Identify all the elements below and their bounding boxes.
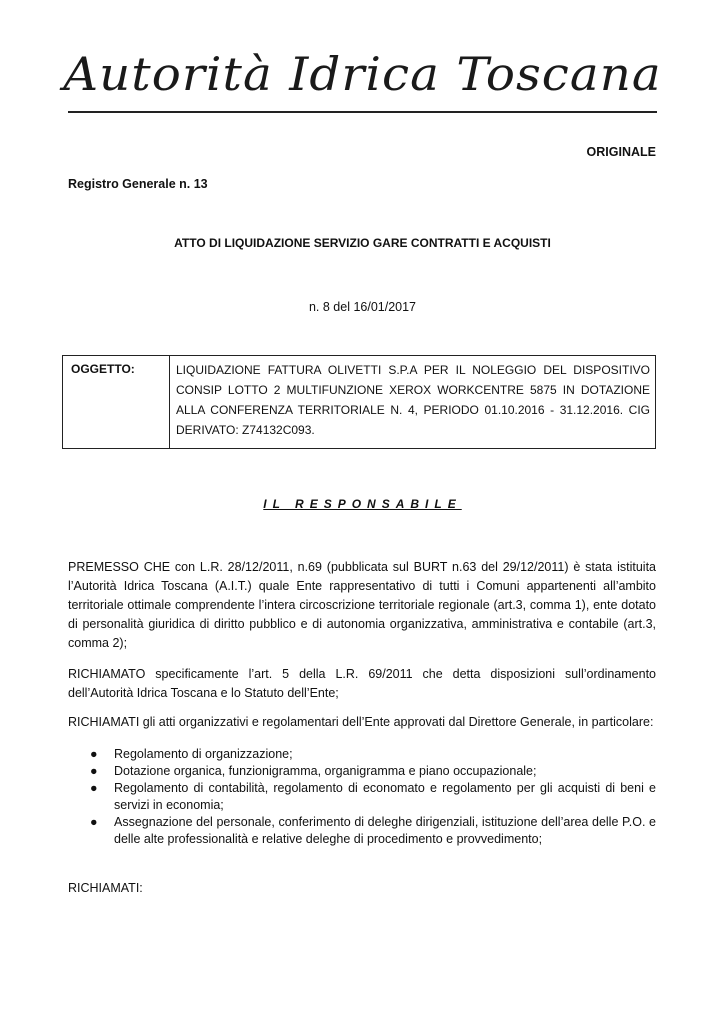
header-divider (68, 111, 657, 113)
paragraph-richiamati-atti: RICHIAMATI gli atti organizzativi e regolamentari dell’Ente approvati dal Direttore Generale, in particolare: (68, 715, 654, 729)
paragraph-richiamato: RICHIAMATO specificamente l’art. 5 della L.R. 69/2011 che detta disposizioni sull’ordinamento dell’Autorità Idrica Toscana e lo Statuto dell’Ente; (68, 667, 656, 700)
list-item-text: Regolamento di organizzazione; (114, 747, 293, 761)
list-item (68, 763, 656, 780)
list-item-text: Regolamento di contabilità, regolamento di economato e regolamento per gli acquisti di beni e servizi in economia; (114, 781, 656, 812)
list-item (68, 746, 656, 763)
bullet-icon: ● (90, 815, 98, 829)
authority-logo: Autorità Idrica Toscana (63, 47, 662, 101)
paragraph-richiamati-closing: RICHIAMATI: (68, 881, 143, 895)
registro-generale: Registro Generale n. 13 (68, 177, 208, 191)
subject-divider (169, 356, 170, 448)
bullet-icon: ● (90, 781, 98, 795)
subject-box (62, 355, 656, 449)
regulations-list (68, 746, 656, 848)
subject-text: LIQUIDAZIONE FATTURA OLIVETTI S.P.A PER IL NOLEGGIO DEL DISPOSITIVO CONSIP LOTTO 2 MULTIFUNZIONE XEROX WORKCENTRE 5875 IN DOTAZIONE ALLA CONFERENZA TERRITORIALE N. 4, PERIODO 01.10.2016 - 31.12.2016. CIG DERIVATO: Z74132C093. (176, 363, 650, 437)
paragraph-premesso: PREMESSO CHE con L.R. 28/12/2011, n.69 (pubblicata sul BURT n.63 del 29/12/2011) è stata istituita l’Autorità Idrica Toscana (A.I.T.) quale Ente rappresentativo di tutti i Comuni appartenenti all’ambito territoriale ottimale comprendente l’intera circoscrizione territoriale regionale (art.3, comma 1), ente dotato di personalità giuridica di diritto pubblico e di autonomia organizzativa, amministrativa e contabile (art.3, comma 2); (68, 560, 656, 650)
list-item-text: Dotazione organica, funzionigramma, organigramma e piano occupazionale; (114, 764, 537, 778)
subject-label: OGGETTO: (71, 362, 135, 376)
document-status: ORIGINALE (586, 145, 656, 159)
bullet-icon: ● (90, 747, 98, 761)
list-item-text: Assegnazione del personale, conferimento di deleghe dirigenziali, istituzione dell’area delle P.O. e delle alte professionalità e relative deleghe di procedimento e provvedimento; (114, 815, 656, 846)
section-heading-responsabile: IL RESPONSABILE (263, 497, 462, 511)
act-title: ATTO DI LIQUIDAZIONE SERVIZIO GARE CONTRATTI E ACQUISTI (174, 236, 551, 250)
list-item (68, 780, 656, 814)
list-item (68, 814, 656, 848)
act-number-date: n. 8 del 16/01/2017 (308, 300, 417, 314)
bullet-icon: ● (90, 764, 98, 778)
